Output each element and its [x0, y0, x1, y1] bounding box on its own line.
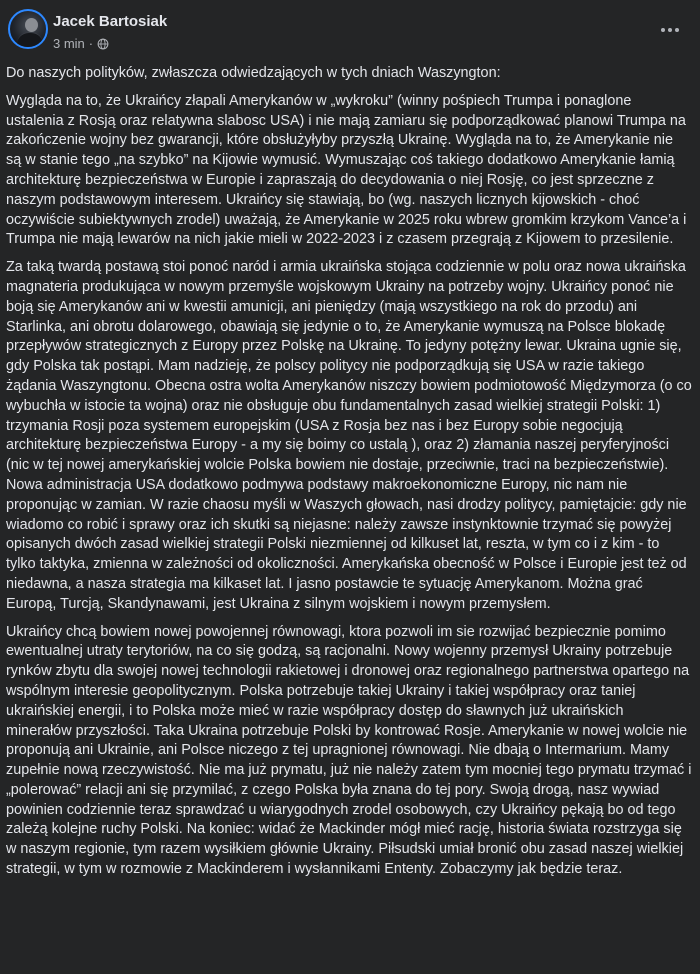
post-body	[6, 64, 692, 888]
globe-icon[interactable]	[97, 38, 109, 50]
more-horizontal-icon	[661, 28, 679, 32]
post-timestamp[interactable]: 3 min	[53, 36, 85, 51]
avatar-shoulders	[17, 32, 43, 49]
post-paragraph: Wygląda na to, że Ukraińcy złapali Amerykanów w „wykroku” (winny pośpiech Trumpa i ponaglone ustalenia z Rosją oraz relatywna slabosc USA) i nie mają zamiaru się podporządkować planowi Trumpa na zakończenie wojny bez gwarancji, które obsłużyłyby przyszłą Ukrainę. Wygląda na to, że Amerykanie nie są w stanie tego „na szybko” na Kijowie wymusić. Wymuszając coś takiego dodatkowo Amerykanie łamią architekturę bezpieczeństwa w Europie i zapraszają do decydowania o niej Rosję, co jest sprzeczne z naszym podstawowym interesem. Ukraińcy się stawiają, bo (wg. naszych licznych kijowskich - choć oczywiście subiektywnych zrodel) uważają, że Amerykanie w 2025 roku wbrew gromkim krzykom Vance’a i Trumpa nie mają lewarów na nich jakie mieli w 2022-2023 i z czasem przegrają z Kijowem to przesilenie.	[6, 92, 687, 248]
post-paragraph: Do naszych polityków, zwłaszcza odwiedzających w tych dniach Waszyngton:	[6, 65, 501, 81]
more-options-button[interactable]	[654, 18, 686, 42]
post-paragraph: Za taką twardą postawą stoi ponoć naród i armia ukraińska stojąca codziennie w polu oraz nowa ukraińska magnateria produkująca w nowym przemyśle wojskowym Ukrainy na potrzeby wojny. Ukraińcy ponoć nie boją się Amerykanów ani w kwestii amunicji, ani pieniędzy (mają wszystkiego na rok do przodu) ani Starlinka, ani obrotu dolarowego, obawiają się jedynie o to, że Amerykanie wymuszą na Polsce blokadę przepływów strategicznych z Europy przez Polskę na Ukrainę. To jedyny potężny lewar. Ukraina ugnie się, gdy Polska tak postąpi. Mam nadzieję, że polscy politycy nie podporządkują się USA w razie takiego żądania Waszyngtonu. Obecna ostra wolta Amerykanów niszczy bowiem podmiotowość Międzymorza (o co wybuchła w istocie ta wojna) oraz nie obsługuje obu fundamentalnych zasad wielkiej strategii Polski: 1) trzymania Rosji poza systemem europejskim (USA z Rosja bez nas i bez Europy sobie negocjują architekturę bezpieczeństwa Europy - a my się boimy co ustalą ), oraz 2) złamania naszej peryferyjności (nic w tej nowej amerykańskiej wolcie Polska bowiem nie dostaje, przeciwnie, traci na bezpieczeństwie). Nowa administracja USA dodatkowo podmywa podstawy makroekonomiczne Europy, nic nam nie proponując w zamian. W razie chaosu myśli w Waszych głowach, nasi drodzy politycy, pamiętajcie: gdy nie wiadomo co robić i sprawy oraz ich skutki są niejasne: należy zawsze instynktownie trzymać się powyżej opisanych dwóch zasad wielkiej strategii Polski niezmiennej od kilkuset lat, reszta, w tym co i z kim - to tylko taktyka, zmienna w zależności od okoliczności. Amerykańska obecność w Polsce i Europie jest też od niedawna, a nasza strategia ma kilkaset lat. I jasno postawcie te sytuację Amerykanom. Można grać Europą, Turcją, Skandynawami, jest Ukraina z silnym wojskiem i nowym przemysłem.	[6, 259, 692, 612]
author-name[interactable]: Jacek Bartosiak	[53, 13, 168, 30]
post-meta	[53, 36, 109, 51]
meta-separator: ·	[88, 36, 94, 51]
post-header	[0, 0, 700, 62]
avatar-head	[25, 18, 38, 32]
avatar[interactable]	[8, 9, 48, 49]
post-paragraph: Ukraińcy chcą bowiem nowej powojennej równowagi, ktora pozwoli im sie rozwijać bezpiecznie pomimo ewentualnej utraty terytoriów, na co się godzą, są racjonalni. Nowy wojenny przemysł Ukrainy potrzebuje rynków zbytu dla swojej nowej technologii rakietowej i dronowej oraz regionalnego partnerstwa opartego na wspólnym interesie geopolitycznym. Polska potrzebuje takiej Ukrainy i takiej współpracy oraz taniej ukraińskiej energii, i to Polska może mieć w razie współpracy dostęp do sławnych już ukraińskich minerałów przyszłości. Taka Ukraina potrzebuje Polski by kontrować Rosje. Amerykanie w nowej wolcie nie proponują ani Ukrainie, ani Polsce niczego z tej upragnionej równowagi. Nie dbają o Intermarium. Mamy zupełnie nową rzeczywistość. Nie ma już prymatu, już nie należy zatem tym mocniej tego prymatu trzymać i „polerować” relacji ani się przymilać, z czego Polska była znana do tej pory. Swoją drogą, nasz wywiad powinien codziennie teraz sprawdzać u wiarygodnych zrodel osobowych, czy Ukraińcy pękają bo od tego zależą kolejne ruchy Polski. Na koniec: widać że Mackinder mógł mieć rację, historia świata rozstrzyga się w naszym regionie, tym razem wysiłkiem głównie Ukrainy. Piłsudski umiał bronić obu zasad naszej wielkiej strategii, w tym w rozmowie z Mackinderem i wysłannikami Ententy. Zobaczymy jak będzie teraz.	[6, 623, 692, 878]
